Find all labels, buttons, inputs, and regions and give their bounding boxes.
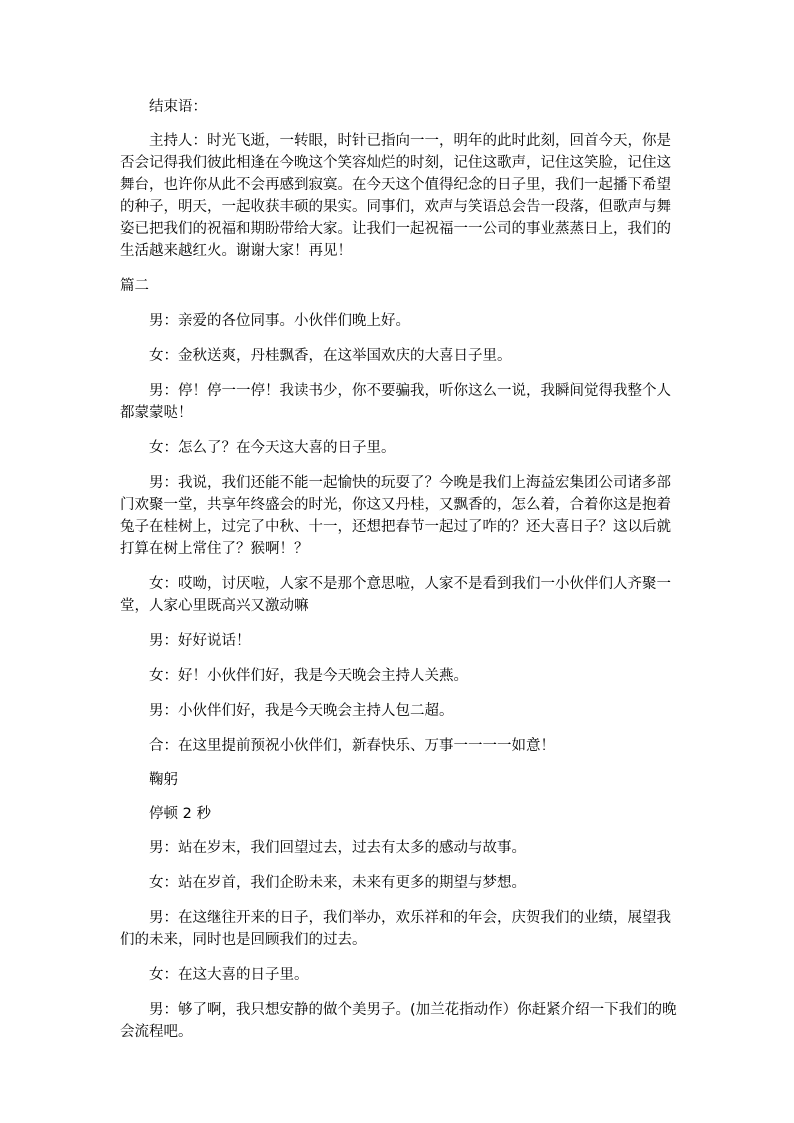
closing-title: 结束语： [149, 99, 207, 115]
dialogue-line: 男：小伙伴们好，我是今天晚会主持人包二超。 [149, 703, 454, 719]
dialogue-line: 男：站在岁末，我们回望过去，过去有太多的感动与故事。 [149, 840, 526, 856]
dialogue-line: 女：在这大喜的日子里。 [149, 967, 309, 983]
dialogue-line: 女：站在岁首，我们企盼未来，未来有更多的期望与梦想。 [149, 875, 526, 891]
dialogue-line: 女：金秋送爽，丹桂飘香，在这举国欢庆的大喜日子里。 [149, 348, 512, 364]
stage-direction: 鞠躬 [149, 772, 178, 788]
dialogue-line: 男：在这继往开来的日子，我们举办，欢乐祥和的年会，庆贺我们的业绩，展望我们的未来，同时也是回顾我们的过去。 [120, 910, 671, 948]
dialogue-line: 男：我说，我们还能不能一起愉快的玩耍了？今晚是我们上海益宏集团公司诸多部门欢聚一堂，共享年终盛会的时光，你这又丹桂，又飘香的，怎么着，合着你这是抱着兔子在桂树上，过完了中秋、十一，还想把春节一起过了咋的？还大喜日子？这以后就打算在树上常住了？猴啊！？ [120, 475, 671, 557]
dialogue-line: 女：怎么了？在今天这大喜的日子里。 [149, 440, 396, 456]
dialogue-line: 男：好好说话！ [149, 633, 251, 649]
stage-direction: 停顿 2 秒 [149, 806, 211, 822]
dialogue-line: 男：够了啊，我只想安静的做个美男子。(加兰花指动作）你赶紧介绍一下我们的晚会流程吧。 [120, 1002, 677, 1040]
dialogue-line: 女：哎呦，讨厌啦，人家不是那个意思啦，人家不是看到我们一小伙伴们人齐聚一堂，人家心里既高兴又激动嘛 [120, 576, 671, 614]
dialogue-line: 女：好！小伙伴们好，我是今天晚会主持人关燕。 [149, 668, 468, 684]
closing-paragraph: 主持人：时光飞逝，一转眼，时针已指向一一，明年的此时此刻，回首今天，你是否会记得我们彼此相逢在今晚这个笑容灿烂的时刻，记住这歌声，记住这笑脸，记住这舞台，也许你从此不会再感到寂寞。在今天这个值得纪念的日子里，我们一起播下希望的种子，明天，一起收获丰硕的果实。同事们，欢声与笑语总会告一段落，但歌声与舞姿已把我们的祝福和期盼带给大家。让我们一起祝福一一公司的事业蒸蒸日上，我们的生活越来越红火。谢谢大家！再见！ [120, 133, 671, 259]
section-title: 篇二 [120, 278, 149, 294]
dialogue-line: 男：停！停一一停！我读书少，你不要骗我，听你这么一说，我瞬间觉得我整个人都蒙蒙哒！ [120, 383, 671, 421]
dialogue-line: 男：亲爱的各位同事。小伙伴们晚上好。 [149, 313, 410, 329]
document-body [120, 96, 678, 1043]
dialogue-line: 合：在这里提前预祝小伙伴们，新春快乐、万事一一一一如意！ [149, 738, 555, 754]
